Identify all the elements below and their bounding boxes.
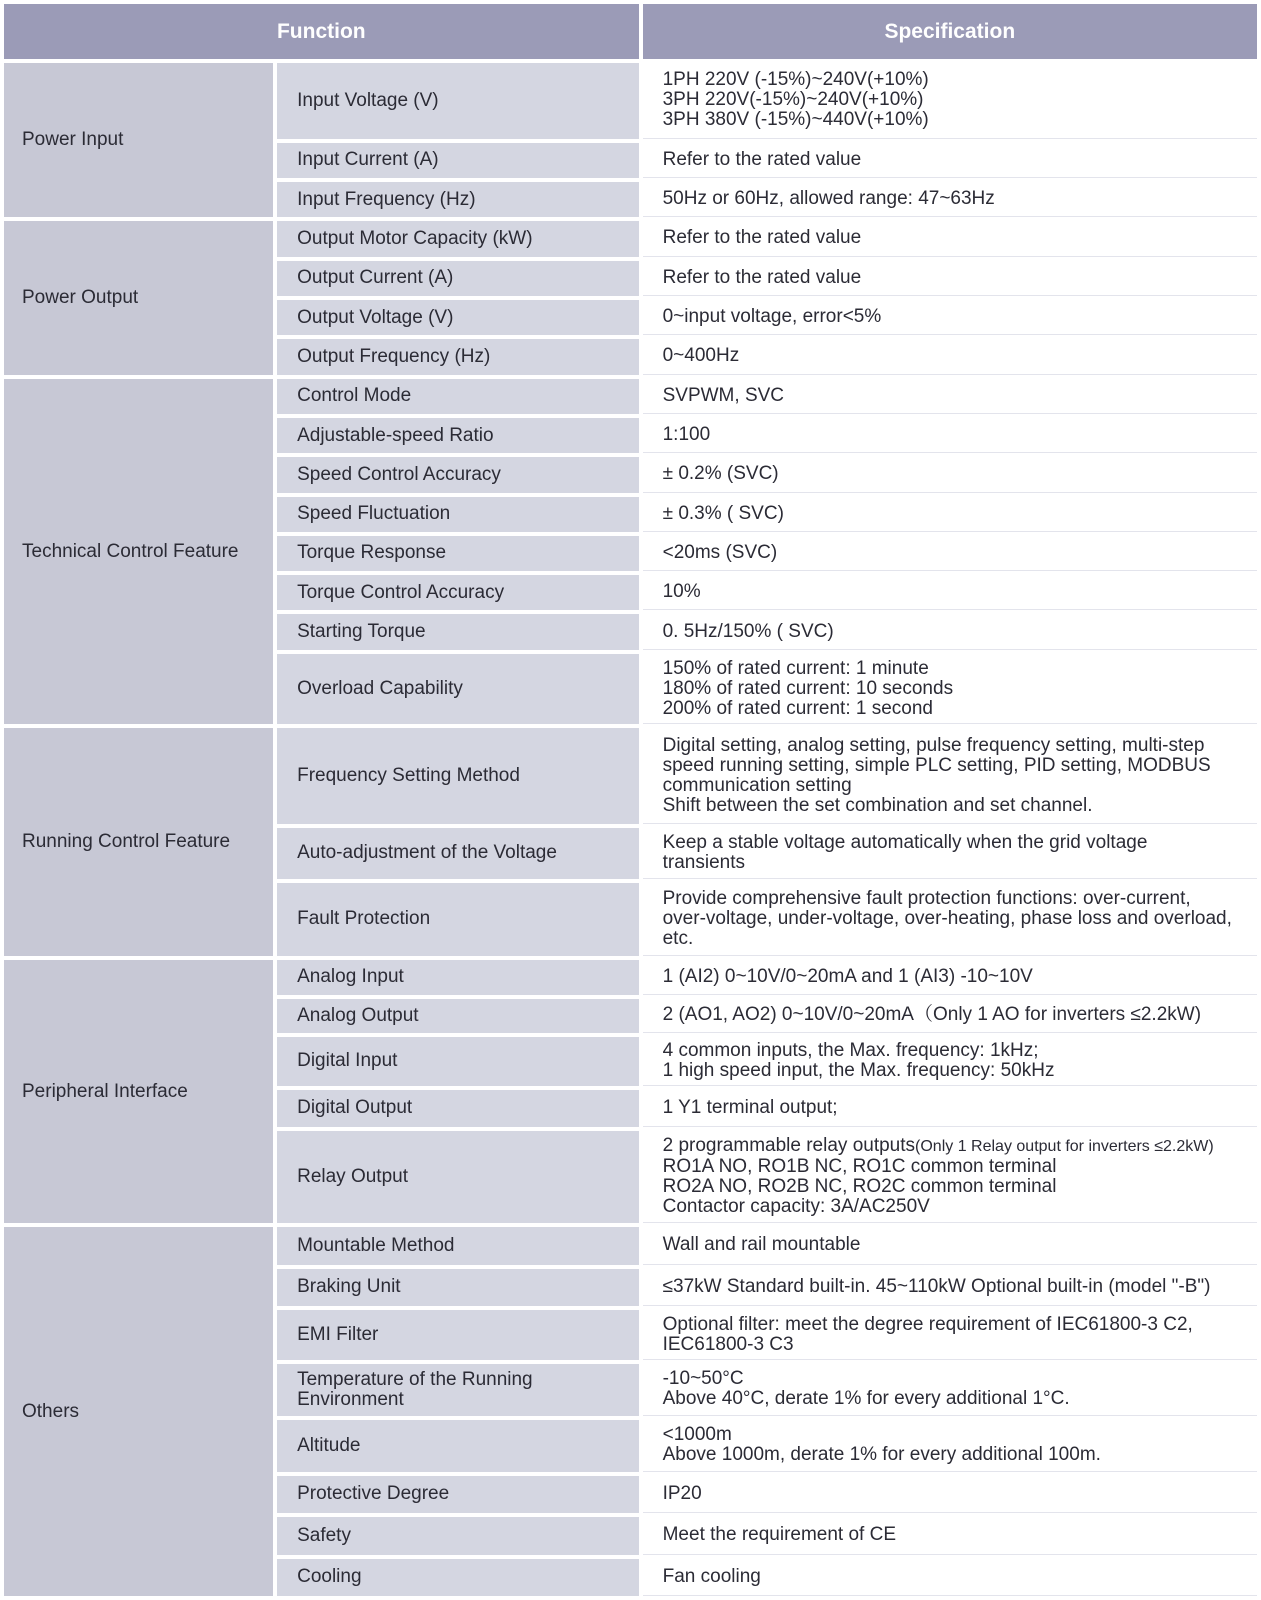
function-cell bbox=[277, 728, 639, 823]
table-row bbox=[4, 960, 1257, 994]
spec-text: <1000m bbox=[662, 1424, 732, 1446]
spec-cell bbox=[643, 379, 1257, 414]
spec-text: Refer to the rated value bbox=[662, 266, 862, 288]
spec-cell bbox=[643, 1037, 1257, 1086]
spec-note-text: (Only 1 Relay output for inverters ≤2.2kW) bbox=[915, 1138, 1214, 1156]
spec-text: Keep a stable voltage automatically when the grid voltage bbox=[662, 831, 1148, 853]
spec-cell bbox=[643, 1476, 1257, 1513]
group-running-control-feature bbox=[4, 728, 1257, 956]
spec-cell bbox=[643, 182, 1257, 217]
function-text: Environment bbox=[297, 1388, 404, 1410]
spec-cell bbox=[643, 63, 1257, 139]
spec-cell bbox=[643, 418, 1257, 453]
spec-cell bbox=[643, 999, 1257, 1033]
spec-text: 1 Y1 terminal output; bbox=[662, 1096, 838, 1118]
function-text: Torque Response bbox=[297, 542, 447, 564]
function-cell bbox=[277, 654, 639, 725]
spec-text: 180% of rated current: 10 seconds bbox=[662, 677, 954, 699]
spec-text: IP20 bbox=[662, 1482, 702, 1504]
spec-text: 50Hz or 60Hz, allowed range: 47~63Hz bbox=[662, 188, 995, 210]
group-label: Running Control Feature bbox=[4, 728, 273, 956]
function-text: Starting Torque bbox=[297, 621, 426, 643]
function-cell bbox=[277, 457, 639, 492]
group-power-input bbox=[4, 63, 1257, 217]
function-cell bbox=[277, 1269, 639, 1306]
spec-text: 2 (AO1, AO2) 0~10V/0~20mA（Only 1 AO for inverters ≤2.2kW) bbox=[662, 1004, 1202, 1026]
spec-text: Refer to the rated value bbox=[662, 227, 862, 249]
spec-text: communication setting bbox=[662, 774, 852, 796]
function-text: Input Frequency (Hz) bbox=[297, 188, 476, 210]
spec-text: 0~input voltage, error<5% bbox=[662, 306, 882, 328]
spec-text: 1PH 220V (-15%)~240V(+10%) bbox=[662, 69, 929, 91]
spec-cell bbox=[643, 1420, 1257, 1472]
function-text: Input Voltage (V) bbox=[297, 89, 439, 111]
spec-cell bbox=[643, 300, 1257, 335]
function-text: Protective Degree bbox=[297, 1483, 450, 1505]
function-cell bbox=[277, 497, 639, 532]
function-cell bbox=[277, 1420, 639, 1472]
function-cell bbox=[277, 536, 639, 571]
spec-cell bbox=[643, 457, 1257, 492]
function-text: Output Frequency (Hz) bbox=[297, 345, 491, 367]
spec-text: Optional filter: meet the degree requirement of IEC61800-3 C2, bbox=[662, 1313, 1193, 1335]
table-header-row bbox=[4, 4, 1257, 59]
spec-text: Above 40°C, derate 1% for every additional 1°C. bbox=[662, 1388, 1070, 1410]
spec-cell bbox=[643, 828, 1257, 879]
function-text: Relay Output bbox=[297, 1166, 408, 1188]
function-text: Torque Control Accuracy bbox=[297, 581, 505, 603]
function-text: Output Current (A) bbox=[297, 267, 454, 289]
spec-main-text: 2 programmable relay outputs bbox=[662, 1135, 916, 1157]
function-text: Temperature of the Running bbox=[297, 1368, 533, 1390]
function-text: Digital Output bbox=[297, 1097, 413, 1119]
function-cell bbox=[277, 63, 639, 139]
table-row bbox=[4, 379, 1257, 414]
spec-cell bbox=[643, 728, 1257, 823]
group-peripheral-interface bbox=[4, 960, 1257, 1223]
function-cell bbox=[277, 1227, 639, 1264]
function-text: Digital Input bbox=[297, 1050, 398, 1072]
spec-cell bbox=[643, 1227, 1257, 1264]
spec-text: Shift between the set combination and set channel. bbox=[662, 794, 1093, 816]
spec-cell bbox=[643, 1364, 1257, 1416]
spec-cell bbox=[643, 1310, 1257, 1360]
function-cell bbox=[277, 575, 639, 610]
spec-cell bbox=[643, 614, 1257, 649]
function-text: Overload Capability bbox=[297, 678, 463, 700]
spec-cell bbox=[643, 883, 1257, 957]
spec-text: Meet the requirement of CE bbox=[662, 1524, 896, 1546]
spec-text: RO1A NO, RO1B NC, RO1C common terminal bbox=[662, 1156, 1057, 1178]
group-label: Technical Control Feature bbox=[4, 379, 273, 725]
function-cell bbox=[277, 379, 639, 414]
spec-text: RO2A NO, RO2B NC, RO2C common terminal bbox=[662, 1176, 1057, 1198]
table-row bbox=[4, 63, 1257, 139]
group-label: Power Input bbox=[4, 63, 273, 217]
spec-text: transients bbox=[662, 851, 745, 873]
function-cell bbox=[277, 1517, 639, 1554]
group-power-output bbox=[4, 221, 1257, 374]
spec-text: IEC61800-3 C3 bbox=[662, 1333, 794, 1355]
spec-text: 4 common inputs, the Max. frequency: 1kHz; bbox=[662, 1039, 1039, 1061]
spec-cell bbox=[643, 261, 1257, 296]
spec-cell bbox=[643, 339, 1257, 374]
spec-text: speed running setting, simple PLC setting, PID setting, MODBUS bbox=[662, 754, 1211, 776]
function-cell bbox=[277, 614, 639, 649]
function-text: Output Motor Capacity (kW) bbox=[297, 227, 533, 249]
function-cell bbox=[277, 999, 639, 1033]
spec-text: 200% of rated current: 1 second bbox=[662, 697, 933, 719]
group-label: Power Output bbox=[4, 221, 273, 374]
function-text: Speed Control Accuracy bbox=[297, 463, 501, 485]
function-cell bbox=[277, 828, 639, 879]
function-text: Analog Output bbox=[297, 1004, 419, 1026]
function-cell bbox=[277, 1090, 639, 1127]
spec-text: Provide comprehensive fault protection functions: over-current, bbox=[662, 887, 1191, 909]
spec-text: 0~400Hz bbox=[662, 345, 740, 367]
spec-cell bbox=[643, 143, 1257, 178]
function-cell bbox=[277, 418, 639, 453]
spec-text: etc. bbox=[662, 927, 694, 949]
spec-text: <20ms (SVC) bbox=[662, 541, 778, 563]
spec-text: over-voltage, under-voltage, over-heating, phase loss and overload, bbox=[662, 907, 1232, 929]
function-cell bbox=[277, 221, 639, 256]
spec-text: ≤37kW Standard built-in. 45~110kW Optional built-in (model "-B") bbox=[662, 1275, 1211, 1297]
function-text: Input Current (A) bbox=[297, 149, 439, 171]
function-cell bbox=[277, 960, 639, 994]
function-cell bbox=[277, 1310, 639, 1360]
function-cell bbox=[277, 300, 639, 335]
function-text: Control Mode bbox=[297, 385, 412, 407]
spec-cell bbox=[643, 1269, 1257, 1306]
group-others bbox=[4, 1227, 1257, 1596]
function-cell bbox=[277, 1037, 639, 1086]
spec-text: Refer to the rated value bbox=[662, 148, 862, 170]
spec-cell bbox=[643, 575, 1257, 610]
spec-cell bbox=[643, 536, 1257, 571]
function-cell bbox=[277, 1476, 639, 1513]
function-text: Altitude bbox=[297, 1434, 361, 1456]
spec-cell bbox=[643, 1131, 1257, 1223]
spec-text: 0. 5Hz/150% ( SVC) bbox=[662, 620, 834, 642]
spec-text: Above 1000m, derate 1% for every additional 100m. bbox=[662, 1444, 1101, 1466]
spec-text: Fan cooling bbox=[662, 1565, 761, 1587]
spec-text: 3PH 380V (-15%)~440V(+10%) bbox=[662, 109, 929, 131]
spec-text: ± 0.2% (SVC) bbox=[662, 463, 779, 485]
spec-cell bbox=[643, 1090, 1257, 1127]
spec-text: 150% of rated current: 1 minute bbox=[662, 657, 929, 679]
function-cell bbox=[277, 883, 639, 957]
group-label: Peripheral Interface bbox=[4, 960, 273, 1223]
spec-text: Wall and rail mountable bbox=[662, 1234, 861, 1256]
function-text: Output Voltage (V) bbox=[297, 306, 454, 328]
function-text: Cooling bbox=[297, 1566, 362, 1588]
table-row bbox=[4, 728, 1257, 823]
spec-text: 1 (AI2) 0~10V/0~20mA and 1 (AI3) -10~10V bbox=[662, 965, 1033, 987]
function-text: Auto-adjustment of the Voltage bbox=[297, 842, 557, 864]
function-text: Safety bbox=[297, 1524, 351, 1546]
function-text: Frequency Setting Method bbox=[297, 765, 520, 787]
function-cell bbox=[277, 1131, 639, 1223]
function-cell bbox=[277, 339, 639, 374]
group-label: Others bbox=[4, 1227, 273, 1596]
spec-text: Digital setting, analog setting, pulse frequency setting, multi-step bbox=[662, 734, 1205, 756]
spec-text bbox=[663, 1136, 1253, 1157]
function-cell bbox=[277, 1364, 639, 1416]
function-text: Analog Input bbox=[297, 966, 404, 988]
function-cell bbox=[277, 182, 639, 217]
spec-text: 3PH 220V(-15%)~240V(+10%) bbox=[662, 89, 924, 111]
function-cell bbox=[277, 1559, 639, 1596]
group-technical-control-feature bbox=[4, 379, 1257, 725]
spec-cell bbox=[643, 221, 1257, 256]
function-text: Braking Unit bbox=[297, 1276, 401, 1298]
spec-text: 1 high speed input, the Max. frequency: 50kHz bbox=[662, 1059, 1055, 1081]
function-text: Speed Fluctuation bbox=[297, 503, 451, 525]
spec-text: 10% bbox=[662, 581, 701, 603]
function-header: Function bbox=[4, 4, 639, 59]
spec-text: SVPWM, SVC bbox=[662, 384, 785, 406]
spec-cell bbox=[643, 1517, 1257, 1554]
spec-cell bbox=[643, 497, 1257, 532]
specification-header: Specification bbox=[643, 4, 1257, 59]
spec-cell bbox=[643, 960, 1257, 994]
table-row bbox=[4, 1227, 1257, 1264]
function-text: EMI Filter bbox=[297, 1324, 379, 1345]
spec-text: Contactor capacity: 3A/AC250V bbox=[662, 1196, 930, 1218]
spec-text: ± 0.3% ( SVC) bbox=[662, 502, 784, 524]
spec-text: 1:100 bbox=[662, 424, 711, 446]
function-text: Mountable Method bbox=[297, 1234, 455, 1256]
function-cell bbox=[277, 143, 639, 178]
function-cell bbox=[277, 261, 639, 296]
spec-cell bbox=[643, 654, 1257, 725]
spec-text: -10~50°C bbox=[662, 1368, 744, 1390]
table-row bbox=[4, 221, 1257, 256]
function-text: Adjustable-speed Ratio bbox=[297, 424, 494, 446]
spec-cell bbox=[643, 1559, 1257, 1596]
function-text: Fault Protection bbox=[297, 908, 431, 930]
